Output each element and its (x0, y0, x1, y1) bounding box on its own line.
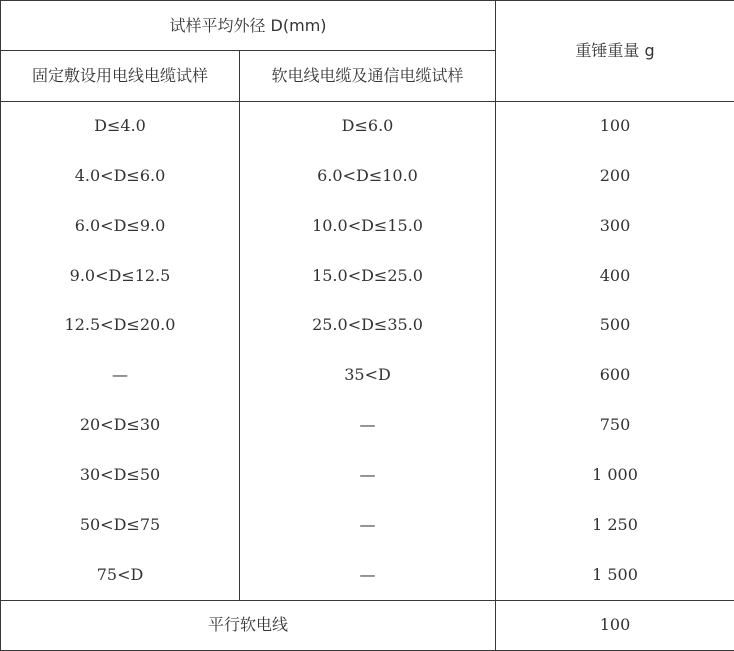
fixed-diameter-cell: 6.0<D≤9.0 (1, 201, 240, 251)
weight-cell: 1 250 (496, 499, 734, 549)
flexible-diameter-cell: 15.0<D≤25.0 (240, 251, 496, 300)
header-row-top (1, 1, 734, 51)
flexible-diameter-cell: 10.0<D≤15.0 (240, 201, 496, 251)
flexible-diameter-cell: 25.0<D≤35.0 (240, 300, 496, 350)
weight-cell: 1 500 (496, 550, 734, 600)
table-row (1, 251, 734, 300)
fixed-diameter-cell: 4.0<D≤6.0 (1, 151, 240, 200)
fixed-diameter-cell: 12.5<D≤20.0 (1, 300, 240, 350)
parallel-flex-wire-weight: 100 (496, 600, 734, 650)
fixed-diameter-cell: D≤4.0 (1, 101, 240, 151)
flexible-diameter-cell: — (240, 499, 496, 549)
flexible-diameter-cell: 35<D (240, 351, 496, 400)
weight-cell: 300 (496, 201, 734, 251)
weight-cell: 750 (496, 400, 734, 450)
fixed-diameter-cell: 9.0<D≤12.5 (1, 251, 240, 300)
table-row (1, 499, 734, 549)
flexible-diameter-cell: — (240, 400, 496, 450)
table-row (1, 450, 734, 499)
table-row (1, 101, 734, 151)
weight-column-header: 重锤重量 g (496, 1, 734, 102)
weight-cell: 400 (496, 251, 734, 300)
footer-row (1, 600, 734, 650)
flexible-cable-column-header: 软电线电缆及通信电缆试样 (240, 51, 496, 101)
flexible-diameter-cell: — (240, 450, 496, 499)
parallel-flex-wire-label: 平行软电线 (1, 600, 496, 650)
fixed-diameter-cell: 75<D (1, 550, 240, 600)
weight-cell: 500 (496, 300, 734, 350)
table-row (1, 550, 734, 600)
table-row (1, 201, 734, 251)
fixed-diameter-cell: 20<D≤30 (1, 400, 240, 450)
weight-cell: 200 (496, 151, 734, 200)
fixed-diameter-cell: — (1, 351, 240, 400)
weight-cell: 1 000 (496, 450, 734, 499)
table-row (1, 400, 734, 450)
table-row (1, 300, 734, 350)
table-row (1, 351, 734, 400)
weight-cell: 100 (496, 101, 734, 151)
flexible-diameter-cell: D≤6.0 (240, 101, 496, 151)
diameter-group-header: 试样平均外径 D(mm) (1, 1, 496, 51)
weight-cell: 600 (496, 351, 734, 400)
fixed-cable-column-header: 固定敷设用电线电缆试样 (1, 51, 240, 101)
table-row (1, 151, 734, 200)
fixed-diameter-cell: 30<D≤50 (1, 450, 240, 499)
flexible-diameter-cell: 6.0<D≤10.0 (240, 151, 496, 200)
flexible-diameter-cell: — (240, 550, 496, 600)
fixed-diameter-cell: 50<D≤75 (1, 499, 240, 549)
